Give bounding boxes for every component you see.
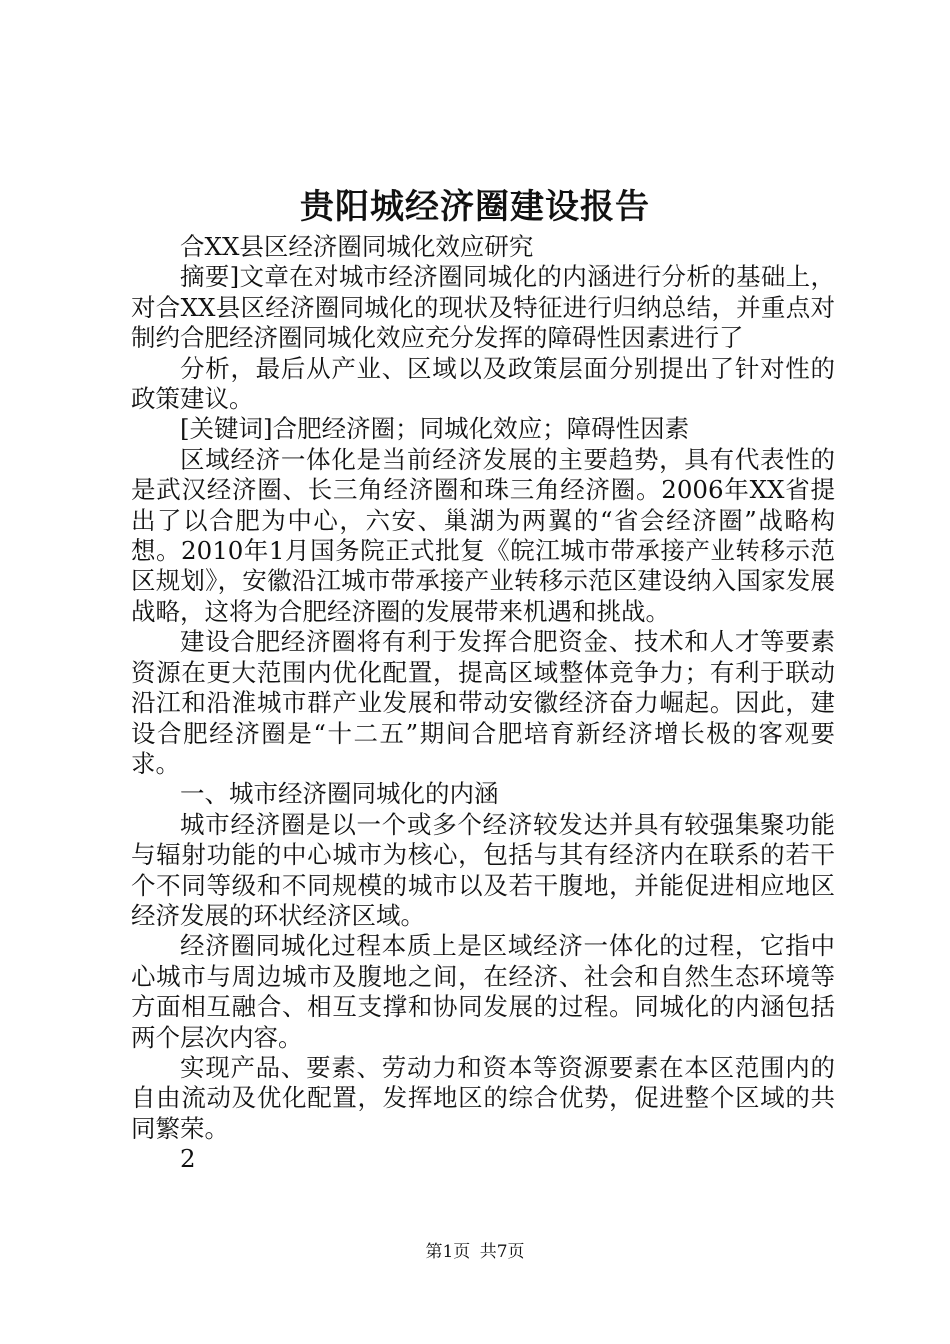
paragraph-definition: 城市经济圈是以一个或多个经济较发达并具有较强集聚功能与辐射功能的中心城市为核心，包括与其有经济内在联系的若干个不同等级和不同规模的城市以及若干腹地，并能促进相应地区经济发展的环状经济区域。 [131, 809, 835, 930]
page-number-current: 第1页 [425, 1242, 471, 1262]
paragraph-number: 2 [180, 1144, 196, 1174]
paragraph-resources: 实现产品、要素、劳动力和资本等资源要素在本区范围内的自由流动及优化配置，发挥地区的综合优势，促进整个区域的共同繁荣。 [131, 1052, 835, 1143]
page-footer [0, 1240, 950, 1264]
document-title: 贵阳城经济圈建设报告 [300, 187, 650, 227]
paragraph-integration: 经济圈同城化过程本质上是区域经济一体化的过程，它指中心城市与周边城市及腹地之间，在经济、社会和自然生态环境等方面相互融合、相互支撑和协同发展的过程。同城化的内涵包括两个层次内容。 [131, 931, 835, 1052]
paragraph-abstract: 摘要]文章在对城市经济圈同城化的内涵进行分析的基础上，对合XX县区经济圈同城化的现状及特征进行归纳总结，并重点对制约合肥经济圈同城化效应充分发挥的障碍性因素进行了 [131, 262, 835, 353]
section-heading-1: 一、城市经济圈同城化的内涵 [180, 779, 499, 809]
paragraph-intro: 区域经济一体化是当前经济发展的主要趋势，具有代表性的是武汉经济圈、长三角经济圈和珠三角经济圈。2006年XX省提出了以合肥为中心，六安、巢湖为两翼的“省会经济圈”战略构想。2010年1月国务院正式批复《皖江城市带承接产业转移示范区规划》，安徽沿江城市带承接产业转移示范区建设纳入国家发展战略，这将为合肥经济圈的发展带来机遇和挑战。 [131, 444, 835, 626]
document-body [131, 232, 835, 1175]
paragraph-significance: 建设合肥经济圈将有利于发挥合肥资金、技术和人才等要素资源在更大范围内优化配置，提高区域整体竞争力；有利于联动沿江和沿淮城市群产业发展和带动安徽经济奋力崛起。因此，建设合肥经济圈是“十二五”期间合肥培育新经济增长极的客观要求。 [131, 627, 835, 778]
paragraph-subtitle: 合XX县区经济圈同城化效应研究 [180, 232, 534, 261]
page-number-total: 共7页 [479, 1242, 525, 1262]
paragraph-keywords: [关键词]合肥经济圈；同城化效应；障碍性因素 [180, 414, 690, 444]
paragraph-abstract-continued: 分析，最后从产业、区域以及政策层面分别提出了针对性的政策建议。 [131, 353, 835, 414]
